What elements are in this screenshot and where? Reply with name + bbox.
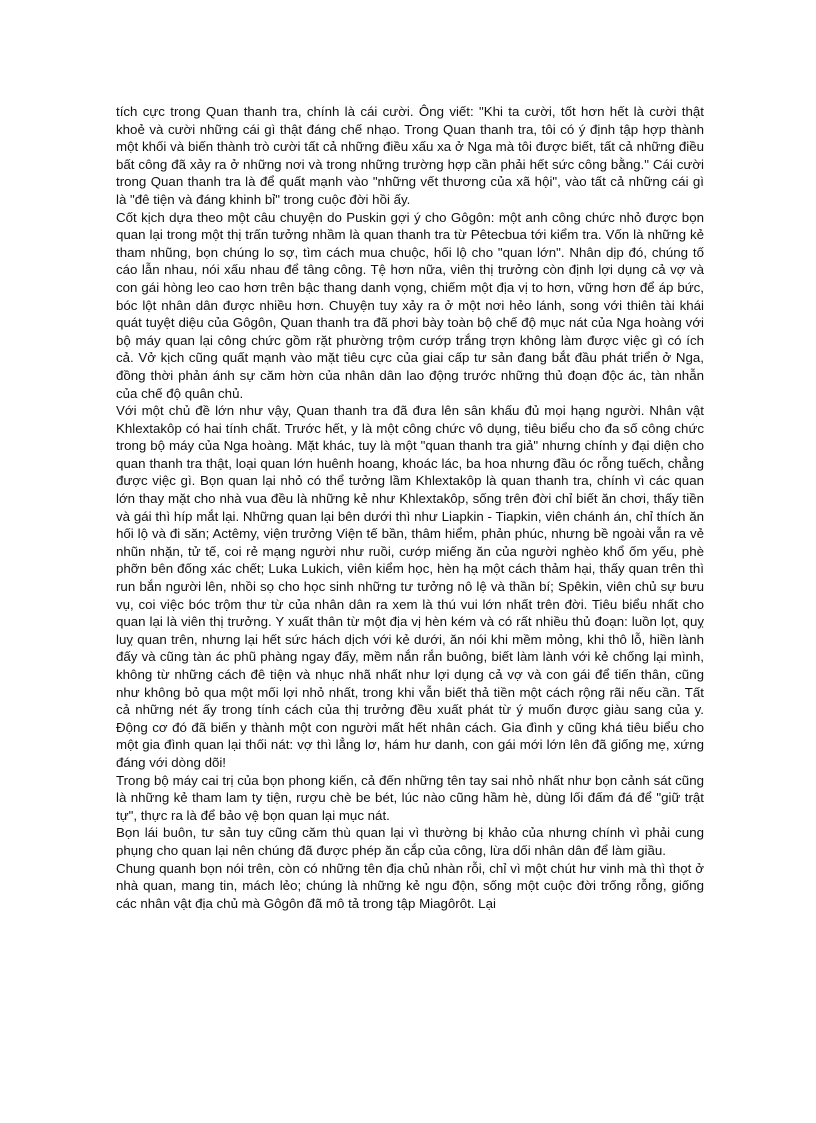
paragraph-landlords: Chung quanh bọn nói trên, còn có những tên địa chủ nhàn rỗi, chỉ vì một chút hư vinh mà thì thọt ở nhà quan, mang tin, mách lẻo; chúng là những kẻ ngu độn, sống một cuộc đời trống rỗng, giống các nhân vật địa chủ mà Gôgôn đã mô tả trong tập Miagôrôt. Lại xyxy=(116,860,704,911)
paragraph-plot: Cốt kịch dựa theo một câu chuyện do Puskin gợi ý cho Gôgôn: một anh công chức nhỏ được bọn quan lại trong một thị trấn tưởng nhầm là quan thanh tra từ Pêtecbua tới kiểm tra. Vốn là những kẻ tham nhũng, bọn chúng lo sợ, tìm cách mua chuộc, hối lộ cho "quan lớn". Nhân dịp đó, chúng tố cáo lẫn nhau, nói xấu nhau để tâng công. Tệ hơn nữa, viên thị trưởng còn định lợi dụng cả vợ và con gái hòng leo cao hơn trên bậc thang danh vọng, chiếm một địa vị to hơn, vững hơn để áp bức, bóc lột nhân dân được nhiều hơn. Chuyện tuy xảy ra ở một nơi hẻo lánh, song với thiên tài khái quát tuyệt diệu của Gôgôn, Quan thanh tra đã phơi bày toàn bộ chế độ mục nát của Nga hoàng với bộ máy quan lại công chức gồm rặt phường trộm cướp trắng trợn không làm được việc gì có ích cả. Vở kịch cũng quất mạnh vào mặt tiêu cực của giai cấp tư sản đang bắt đầu phát triển ở Nga, đồng thời phản ánh sự căm hờn của nhân dân lao động trước những thủ đoạn độc ác, tàn nhẫn của chế độ quân chủ. xyxy=(116,209,704,401)
document-page xyxy=(116,103,704,912)
paragraph-laughter: tích cực trong Quan thanh tra, chính là cái cười. Ông viết: "Khi ta cười, tốt hơn hết là cười thật khoẻ và cười những cái gì thật đáng chế nhạo. Trong Quan thanh tra, tôi có ý định tập hợp thành một khối và biến thành trò cười tất cả những điều xấu xa ở Nga mà tôi được biết, tất cả những điều bất công đã xảy ra ở những nơi và trong những trường hợp cần phải hết sức công bằng." Cái cười trong Quan thanh tra là để quất mạnh vào "những vết thương của xã hội", vào tất cả những cái gì là "đê tiện và đáng khinh bỉ" trong cuộc đời hồi ấy. xyxy=(116,104,704,207)
paragraph-merchants: Bọn lái buôn, tư sản tuy cũng căm thù quan lại vì thường bị khảo của nhưng chính vì phải cung phụng cho quan lại nên chúng đã được phép ăn cắp của công, lừa dối nhân dân để làm giầu. xyxy=(116,825,704,858)
paragraph-police: Trong bộ máy cai trị của bọn phong kiến, cả đến những tên tay sai nhỏ nhất như bọn cảnh sát cũng là những kẻ tham lam ty tiện, rượu chè be bét, lúc nào cũng hầm hè, dùng lối đấm đá để "giữ trật tự", thực ra là để bảo vệ bọn quan lại mục nát. xyxy=(116,772,704,823)
paragraph-characters: Với một chủ đề lớn như vậy, Quan thanh tra đã đưa lên sân khấu đủ mọi hạng người. Nhân vật Khlextakôp có hai tính chất. Trước hết, y là một công chức vô dụng, tiêu biểu cho đa số công chức trong bộ máy của Nga hoàng. Mặt khác, tuy là một "quan thanh tra giả" nhưng chính y đại diện cho quan thanh tra thật, loại quan lớn huênh hoang, khoác lác, ba hoa nhưng đầu óc rỗng tuếch, chẳng được việc gì. Bọn quan lại nhỏ có thể tưởng lầm Khlextakôp là quan thanh tra, chính vì các quan lớn thay mặt cho nhà vua đều là những kẻ như Khlextakôp, sống trên đời chỉ biết ăn chơi, thấy tiền và gái thì híp mắt lại. Những quan lại bên dưới thì như Liapkin - Tiapkin, viên chánh án, chỉ thích ăn hối lộ và đi săn; Actêmy, viện trưởng Viện tế bần, thâm hiểm, phản phúc, nhưng bề ngoài vẫn ra vẻ nhũn nhặn, tử tế, coi rẻ mạng người như ruồi, cướp miếng ăn của người nghèo khổ ốm yếu, phè phỡn bên đống xác chết; Luka Lukich, viên kiểm học, hèn hạ một cách thảm hại, thấy quan trên thì run bắn người lên, nhồi sọ cho học sinh những tư tưởng nô lệ và thần bí; Spêkin, viên chủ sự bưu vụ, coi việc bóc trộm thư từ của nhân dân ra xem là thú vui lớn nhất trên đời. Tiêu biểu nhất cho quan lại là viên thị trưởng. Y xuất thân từ một địa vị hèn kém và có rất nhiều thủ đoạn: luồn lọt, quỵ luỵ quan trên, nhưng lại hết sức hách dịch với kẻ dưới, ăn nói khi mềm mỏng, khi thô lỗ, hiền lành đấy và cũng tàn ác phũ phàng ngay đấy, mềm nắn rắn buông, biết làm lành với kẻ chống lại mình, không từ những cách đê tiện và nhục nhã nhất như lợi dụng cả vợ và con gái để tiến thân, cũng như không bỏ qua một mối lợi nhỏ nhất, trong khi vẫn biết thả tiền một cách rộng rãi nếu cần. Tất cả những nét ấy trong tính cách của thị trưởng đều xuất phát từ ý muốn được giàu sang của y. Động cơ đó đã biến y thành một con người mất hết nhân cách. Gia đình y cũng khá tiêu biểu cho một gia đình quan lại thối nát: vợ thì lẳng lơ, hám hư danh, con gái mới lớn lên đã giống mẹ, xứng đáng với dòng dõi! xyxy=(116,403,704,770)
